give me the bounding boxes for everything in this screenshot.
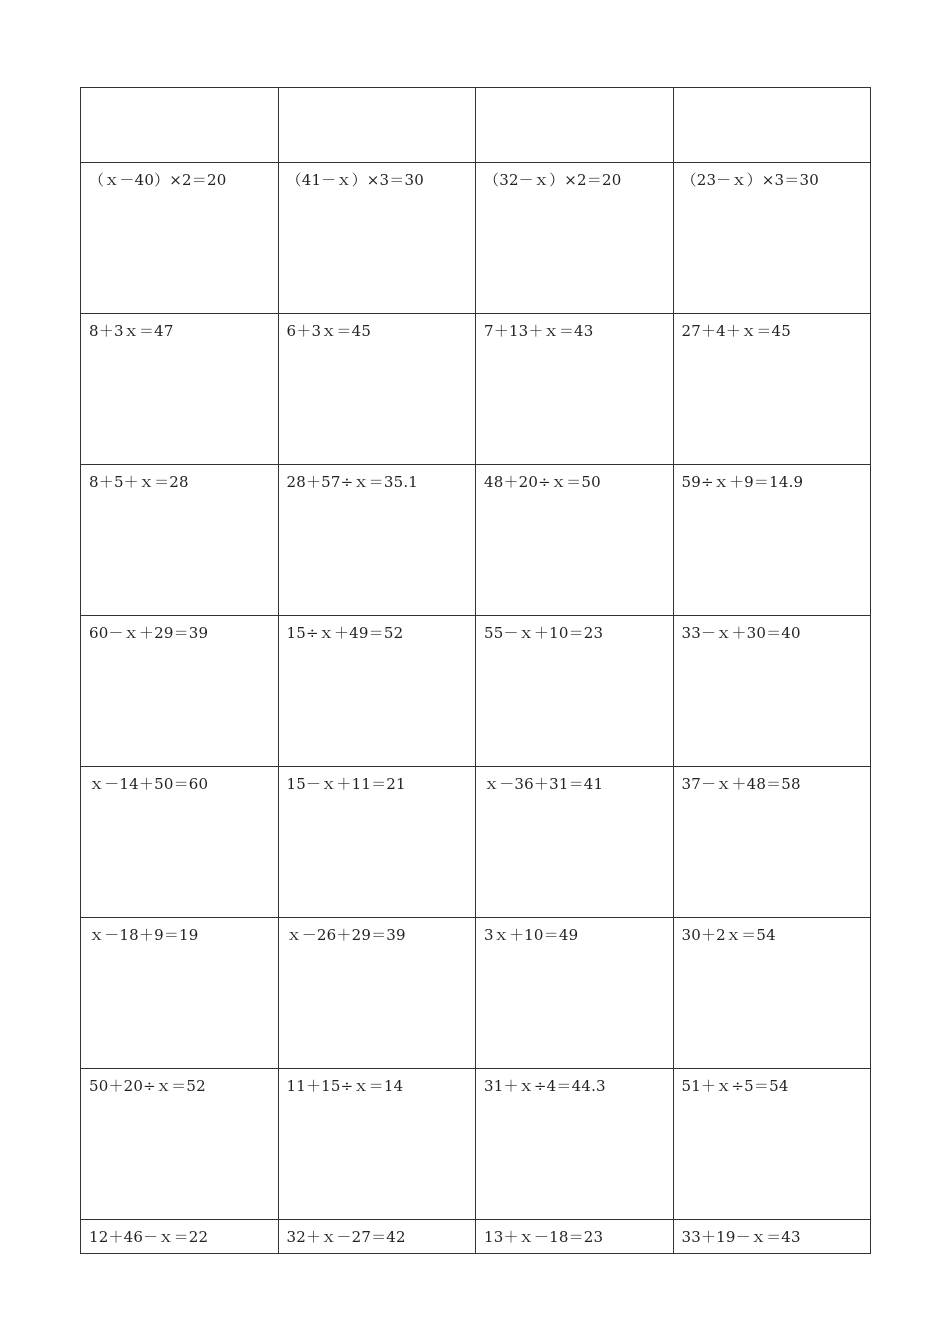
equation-cell: 50＋20÷ｘ＝52 xyxy=(81,1069,279,1220)
table-row xyxy=(81,1069,871,1220)
equation-cell: （23－ｘ）×3＝30 xyxy=(673,163,871,314)
equation-cell: （32－ｘ）×2＝20 xyxy=(476,163,674,314)
table-row xyxy=(81,767,871,918)
equation-cell: ｘ－26＋29＝39 xyxy=(278,918,476,1069)
equation-cell: 15－ｘ＋11＝21 xyxy=(278,767,476,918)
equation-cell: 28＋57÷ｘ＝35.1 xyxy=(278,465,476,616)
equation-cell: 7＋13＋ｘ＝43 xyxy=(476,314,674,465)
table-cell xyxy=(278,88,476,163)
equation-cell: 33＋19－ｘ＝43 xyxy=(673,1220,871,1254)
equation-cell: 32＋ｘ－27＝42 xyxy=(278,1220,476,1254)
equation-cell: 51＋ｘ÷5＝54 xyxy=(673,1069,871,1220)
equation-cell: ｘ－36＋31＝41 xyxy=(476,767,674,918)
table-row xyxy=(81,465,871,616)
equation-cell: 31＋ｘ÷4＝44.3 xyxy=(476,1069,674,1220)
equation-cell: 55－ｘ＋10＝23 xyxy=(476,616,674,767)
table-row xyxy=(81,1220,871,1254)
equation-cell: 27＋4＋ｘ＝45 xyxy=(673,314,871,465)
equation-cell: 8＋5＋ｘ＝28 xyxy=(81,465,279,616)
table-row xyxy=(81,616,871,767)
equation-cell: 59÷ｘ＋9＝14.9 xyxy=(673,465,871,616)
equation-cell: 48＋20÷ｘ＝50 xyxy=(476,465,674,616)
equation-cell: 37－ｘ＋48＝58 xyxy=(673,767,871,918)
equation-cell: 11＋15÷ｘ＝14 xyxy=(278,1069,476,1220)
table-row xyxy=(81,88,871,163)
equation-cell: 8＋3ｘ＝47 xyxy=(81,314,279,465)
table-row xyxy=(81,314,871,465)
table-row xyxy=(81,918,871,1069)
equation-cell: 3ｘ＋10＝49 xyxy=(476,918,674,1069)
equation-cell: 60－ｘ＋29＝39 xyxy=(81,616,279,767)
table-row xyxy=(81,163,871,314)
equation-worksheet-table xyxy=(80,87,871,1254)
equation-cell: ｘ－14＋50＝60 xyxy=(81,767,279,918)
equation-cell: ｘ－18＋9＝19 xyxy=(81,918,279,1069)
equation-cell: （ｘ－40）×2＝20 xyxy=(81,163,279,314)
table-cell xyxy=(81,88,279,163)
table-cell xyxy=(476,88,674,163)
equation-cell: 33－ｘ＋30＝40 xyxy=(673,616,871,767)
equation-cell: 15÷ｘ＋49＝52 xyxy=(278,616,476,767)
equation-cell: （41－ｘ）×3＝30 xyxy=(278,163,476,314)
equation-cell: 12＋46－ｘ＝22 xyxy=(81,1220,279,1254)
equation-cell: 30＋2ｘ＝54 xyxy=(673,918,871,1069)
equation-cell: 6＋3ｘ＝45 xyxy=(278,314,476,465)
table-cell xyxy=(673,88,871,163)
equation-cell: 13＋ｘ－18＝23 xyxy=(476,1220,674,1254)
